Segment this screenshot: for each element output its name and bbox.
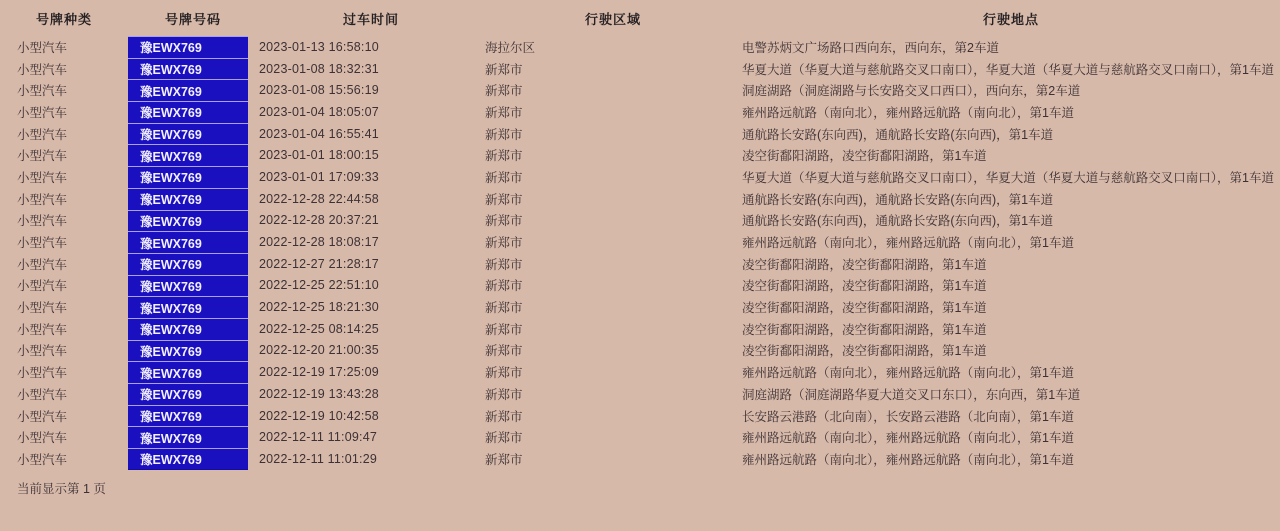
plate-number-cell — [128, 58, 258, 80]
plate-number-cell — [128, 123, 258, 145]
pass-time-cell: 2023-01-04 18:05:07 — [259, 104, 379, 119]
pass-time-cell: 2022-12-11 11:09:47 — [259, 430, 378, 445]
driving-location-cell: 雍州路远航路（南向北），雍州路远航路（南向北），第1车道 — [742, 236, 1074, 251]
driving-location-cell: 雍州路远航路（南向北），雍州路远航路（南向北），第1车道 — [742, 366, 1074, 381]
plate-number-cell — [128, 361, 258, 383]
pass-time-cell: 2022-12-27 21:28:17 — [259, 256, 379, 271]
plate-number-badge[interactable]: 豫EWX769 — [128, 58, 248, 80]
plate-type-cell: 小型汽车 — [17, 84, 68, 99]
plate-number-cell — [128, 188, 258, 210]
table-row — [0, 210, 1280, 232]
pass-time-cell: 2022-12-28 20:37:21 — [259, 213, 379, 228]
plate-number-cell — [128, 79, 258, 101]
plate-number-badge[interactable]: 豫EWX769 — [128, 318, 248, 340]
driving-region-cell: 新郑市 — [485, 62, 523, 77]
driving-region-cell: 新郑市 — [485, 105, 523, 120]
plate-number-badge[interactable]: 豫EWX769 — [128, 210, 248, 232]
pass-time-cell: 2022-12-11 11:01:29 — [259, 451, 378, 466]
table-header-row — [0, 0, 1280, 36]
plate-type-cell: 小型汽车 — [17, 301, 68, 316]
driving-region-cell: 新郑市 — [485, 170, 523, 185]
pass-time-cell: 2023-01-13 16:58:10 — [259, 39, 379, 54]
plate-number-cell — [128, 231, 258, 253]
table-row — [0, 58, 1280, 80]
driving-location-cell: 洞庭湖路（洞庭湖路华夏大道交叉口东口），东向西，第1车道 — [742, 387, 1081, 402]
driving-region-cell: 新郑市 — [485, 214, 523, 229]
table-row — [0, 426, 1280, 448]
pass-time-cell: 2023-01-08 15:56:19 — [259, 83, 379, 98]
plate-type-cell: 小型汽车 — [17, 344, 68, 359]
column-header-driving-location: 行驶地点 — [982, 11, 1039, 27]
plate-type-cell: 小型汽车 — [17, 279, 68, 294]
driving-region-cell: 新郑市 — [485, 192, 523, 207]
driving-location-cell: 凌空街鄱阳湖路，凌空街鄱阳湖路，第1车道 — [742, 149, 987, 164]
pass-time-cell: 2022-12-20 21:00:35 — [259, 343, 379, 358]
plate-number-badge[interactable]: 豫EWX769 — [128, 361, 248, 383]
plate-number-cell — [128, 36, 258, 58]
plate-number-badge[interactable]: 豫EWX769 — [128, 296, 248, 318]
table-row — [0, 144, 1280, 166]
driving-region-cell: 新郑市 — [485, 387, 523, 402]
pass-time-cell: 2022-12-19 17:25:09 — [259, 365, 379, 380]
pass-time-cell: 2022-12-25 22:51:10 — [259, 278, 379, 293]
plate-type-cell: 小型汽车 — [17, 149, 68, 164]
plate-type-cell: 小型汽车 — [17, 366, 68, 381]
driving-location-cell: 通航路长安路(东向西)，通航路长安路(东向西)，第1车道 — [742, 192, 1054, 207]
page-indicator: 当前显示第 1 页 — [17, 481, 106, 496]
table-row — [0, 296, 1280, 318]
plate-number-badge[interactable]: 豫EWX769 — [128, 340, 248, 362]
plate-type-cell: 小型汽车 — [17, 127, 68, 142]
pass-time-cell: 2023-01-01 18:00:15 — [259, 148, 379, 163]
plate-number-badge[interactable]: 豫EWX769 — [128, 405, 248, 427]
plate-type-cell: 小型汽车 — [17, 105, 68, 120]
plate-number-badge[interactable]: 豫EWX769 — [128, 144, 248, 166]
driving-location-cell: 凌空街鄱阳湖路，凌空街鄱阳湖路，第1车道 — [742, 279, 987, 294]
pass-time-cell: 2022-12-19 10:42:58 — [259, 408, 379, 423]
plate-number-badge[interactable]: 豫EWX769 — [128, 426, 248, 448]
pass-time-cell: 2022-12-28 22:44:58 — [259, 191, 379, 206]
plate-number-cell — [128, 383, 258, 405]
table-row — [0, 231, 1280, 253]
driving-region-cell: 新郑市 — [485, 322, 523, 337]
plate-number-badge[interactable]: 豫EWX769 — [128, 166, 248, 188]
plate-type-cell: 小型汽车 — [17, 170, 68, 185]
driving-region-cell: 新郑市 — [485, 279, 523, 294]
driving-region-cell: 新郑市 — [485, 452, 523, 467]
driving-region-cell: 新郑市 — [485, 301, 523, 316]
plate-number-badge[interactable]: 豫EWX769 — [128, 253, 248, 275]
plate-type-cell: 小型汽车 — [17, 452, 68, 467]
driving-region-cell: 新郑市 — [485, 127, 523, 142]
table-row — [0, 318, 1280, 340]
plate-number-badge[interactable]: 豫EWX769 — [128, 188, 248, 210]
driving-region-cell: 新郑市 — [485, 344, 523, 359]
table-row — [0, 383, 1280, 405]
driving-region-cell: 新郑市 — [485, 149, 523, 164]
plate-number-badge[interactable]: 豫EWX769 — [128, 79, 248, 101]
plate-type-cell: 小型汽车 — [17, 192, 68, 207]
plate-type-cell: 小型汽车 — [17, 257, 68, 272]
plate-number-cell — [128, 340, 258, 362]
column-header-plate-number: 号牌号码 — [164, 11, 221, 27]
driving-region-cell: 新郑市 — [485, 236, 523, 251]
pass-time-cell: 2022-12-19 13:43:28 — [259, 386, 379, 401]
driving-location-cell: 洞庭湖路（洞庭湖路与长安路交叉口西口），西向东，第2车道 — [742, 84, 1081, 99]
driving-location-cell: 雍州路远航路（南向北），雍州路远航路（南向北），第1车道 — [742, 452, 1074, 467]
driving-region-cell: 新郑市 — [485, 366, 523, 381]
table-row — [0, 253, 1280, 275]
plate-type-cell: 小型汽车 — [17, 214, 68, 229]
column-header-driving-region: 行驶区域 — [584, 11, 641, 27]
pass-time-cell: 2022-12-25 18:21:30 — [259, 300, 379, 315]
plate-number-cell — [128, 318, 258, 340]
plate-number-badge[interactable]: 豫EWX769 — [128, 101, 248, 123]
driving-location-cell: 雍州路远航路（南向北），雍州路远航路（南向北），第1车道 — [742, 431, 1074, 446]
driving-location-cell: 华夏大道（华夏大道与慈航路交叉口南口），华夏大道（华夏大道与慈航路交叉口南口），第1车道 — [742, 62, 1274, 77]
driving-location-cell: 电警苏炳文广场路口西向东，西向东，第2车道 — [742, 40, 999, 55]
plate-number-cell — [128, 253, 258, 275]
table-row — [0, 79, 1280, 101]
table-row — [0, 448, 1280, 470]
table-row — [0, 361, 1280, 383]
plate-number-cell — [128, 275, 258, 297]
plate-number-badge[interactable]: 豫EWX769 — [128, 123, 248, 145]
table-row — [0, 123, 1280, 145]
plate-number-cell — [128, 210, 258, 232]
plate-number-badge[interactable]: 豫EWX769 — [128, 448, 248, 470]
plate-type-cell: 小型汽车 — [17, 62, 68, 77]
driving-region-cell: 海拉尔区 — [485, 40, 536, 55]
column-header-plate-type: 号牌种类 — [35, 11, 92, 27]
plate-type-cell: 小型汽车 — [17, 431, 68, 446]
driving-location-cell: 华夏大道（华夏大道与慈航路交叉口南口），华夏大道（华夏大道与慈航路交叉口南口），第1车道 — [742, 170, 1274, 185]
driving-location-cell: 长安路云港路（北向南），长安路云港路（北向南），第1车道 — [742, 409, 1074, 424]
table-row — [0, 188, 1280, 210]
plate-number-badge[interactable]: 豫EWX769 — [128, 36, 248, 58]
table-body — [0, 36, 1280, 470]
plate-type-cell: 小型汽车 — [17, 322, 68, 337]
plate-number-badge[interactable]: 豫EWX769 — [128, 275, 248, 297]
table-row — [0, 275, 1280, 297]
plate-number-cell — [128, 426, 258, 448]
driving-location-cell: 通航路长安路(东向西)，通航路长安路(东向西)，第1车道 — [742, 214, 1054, 229]
plate-type-cell: 小型汽车 — [17, 40, 68, 55]
plate-number-cell — [128, 296, 258, 318]
driving-region-cell: 新郑市 — [485, 84, 523, 99]
plate-number-badge[interactable]: 豫EWX769 — [128, 383, 248, 405]
plate-number-cell — [128, 144, 258, 166]
pass-time-cell: 2023-01-04 16:55:41 — [259, 126, 379, 141]
driving-location-cell: 凌空街鄱阳湖路，凌空街鄱阳湖路，第1车道 — [742, 322, 987, 337]
plate-type-cell: 小型汽车 — [17, 387, 68, 402]
pass-time-cell: 2023-01-01 17:09:33 — [259, 169, 379, 184]
plate-number-cell — [128, 101, 258, 123]
pass-time-cell: 2022-12-28 18:08:17 — [259, 235, 379, 250]
driving-region-cell: 新郑市 — [485, 257, 523, 272]
driving-region-cell: 新郑市 — [485, 431, 523, 446]
driving-region-cell: 新郑市 — [485, 409, 523, 424]
driving-location-cell: 凌空街鄱阳湖路，凌空街鄱阳湖路，第1车道 — [742, 301, 987, 316]
column-header-pass-time: 过车时间 — [342, 11, 399, 27]
plate-number-cell — [128, 166, 258, 188]
driving-location-cell: 凌空街鄱阳湖路，凌空街鄱阳湖路，第1车道 — [742, 257, 987, 272]
driving-location-cell: 雍州路远航路（南向北），雍州路远航路（南向北），第1车道 — [742, 105, 1074, 120]
driving-location-cell: 通航路长安路(东向西)，通航路长安路(东向西)，第1车道 — [742, 127, 1054, 142]
plate-number-cell — [128, 405, 258, 427]
plate-number-badge[interactable]: 豫EWX769 — [128, 231, 248, 253]
driving-location-cell: 凌空街鄱阳湖路，凌空街鄱阳湖路，第1车道 — [742, 344, 987, 359]
pass-time-cell: 2023-01-08 18:32:31 — [259, 61, 379, 76]
pass-time-cell: 2022-12-25 08:14:25 — [259, 321, 379, 336]
table-row — [0, 340, 1280, 362]
plate-type-cell: 小型汽车 — [17, 236, 68, 251]
table-row — [0, 166, 1280, 188]
table-row — [0, 36, 1280, 58]
plate-type-cell: 小型汽车 — [17, 409, 68, 424]
table-row — [0, 405, 1280, 427]
plate-number-cell — [128, 448, 258, 470]
table-row — [0, 101, 1280, 123]
